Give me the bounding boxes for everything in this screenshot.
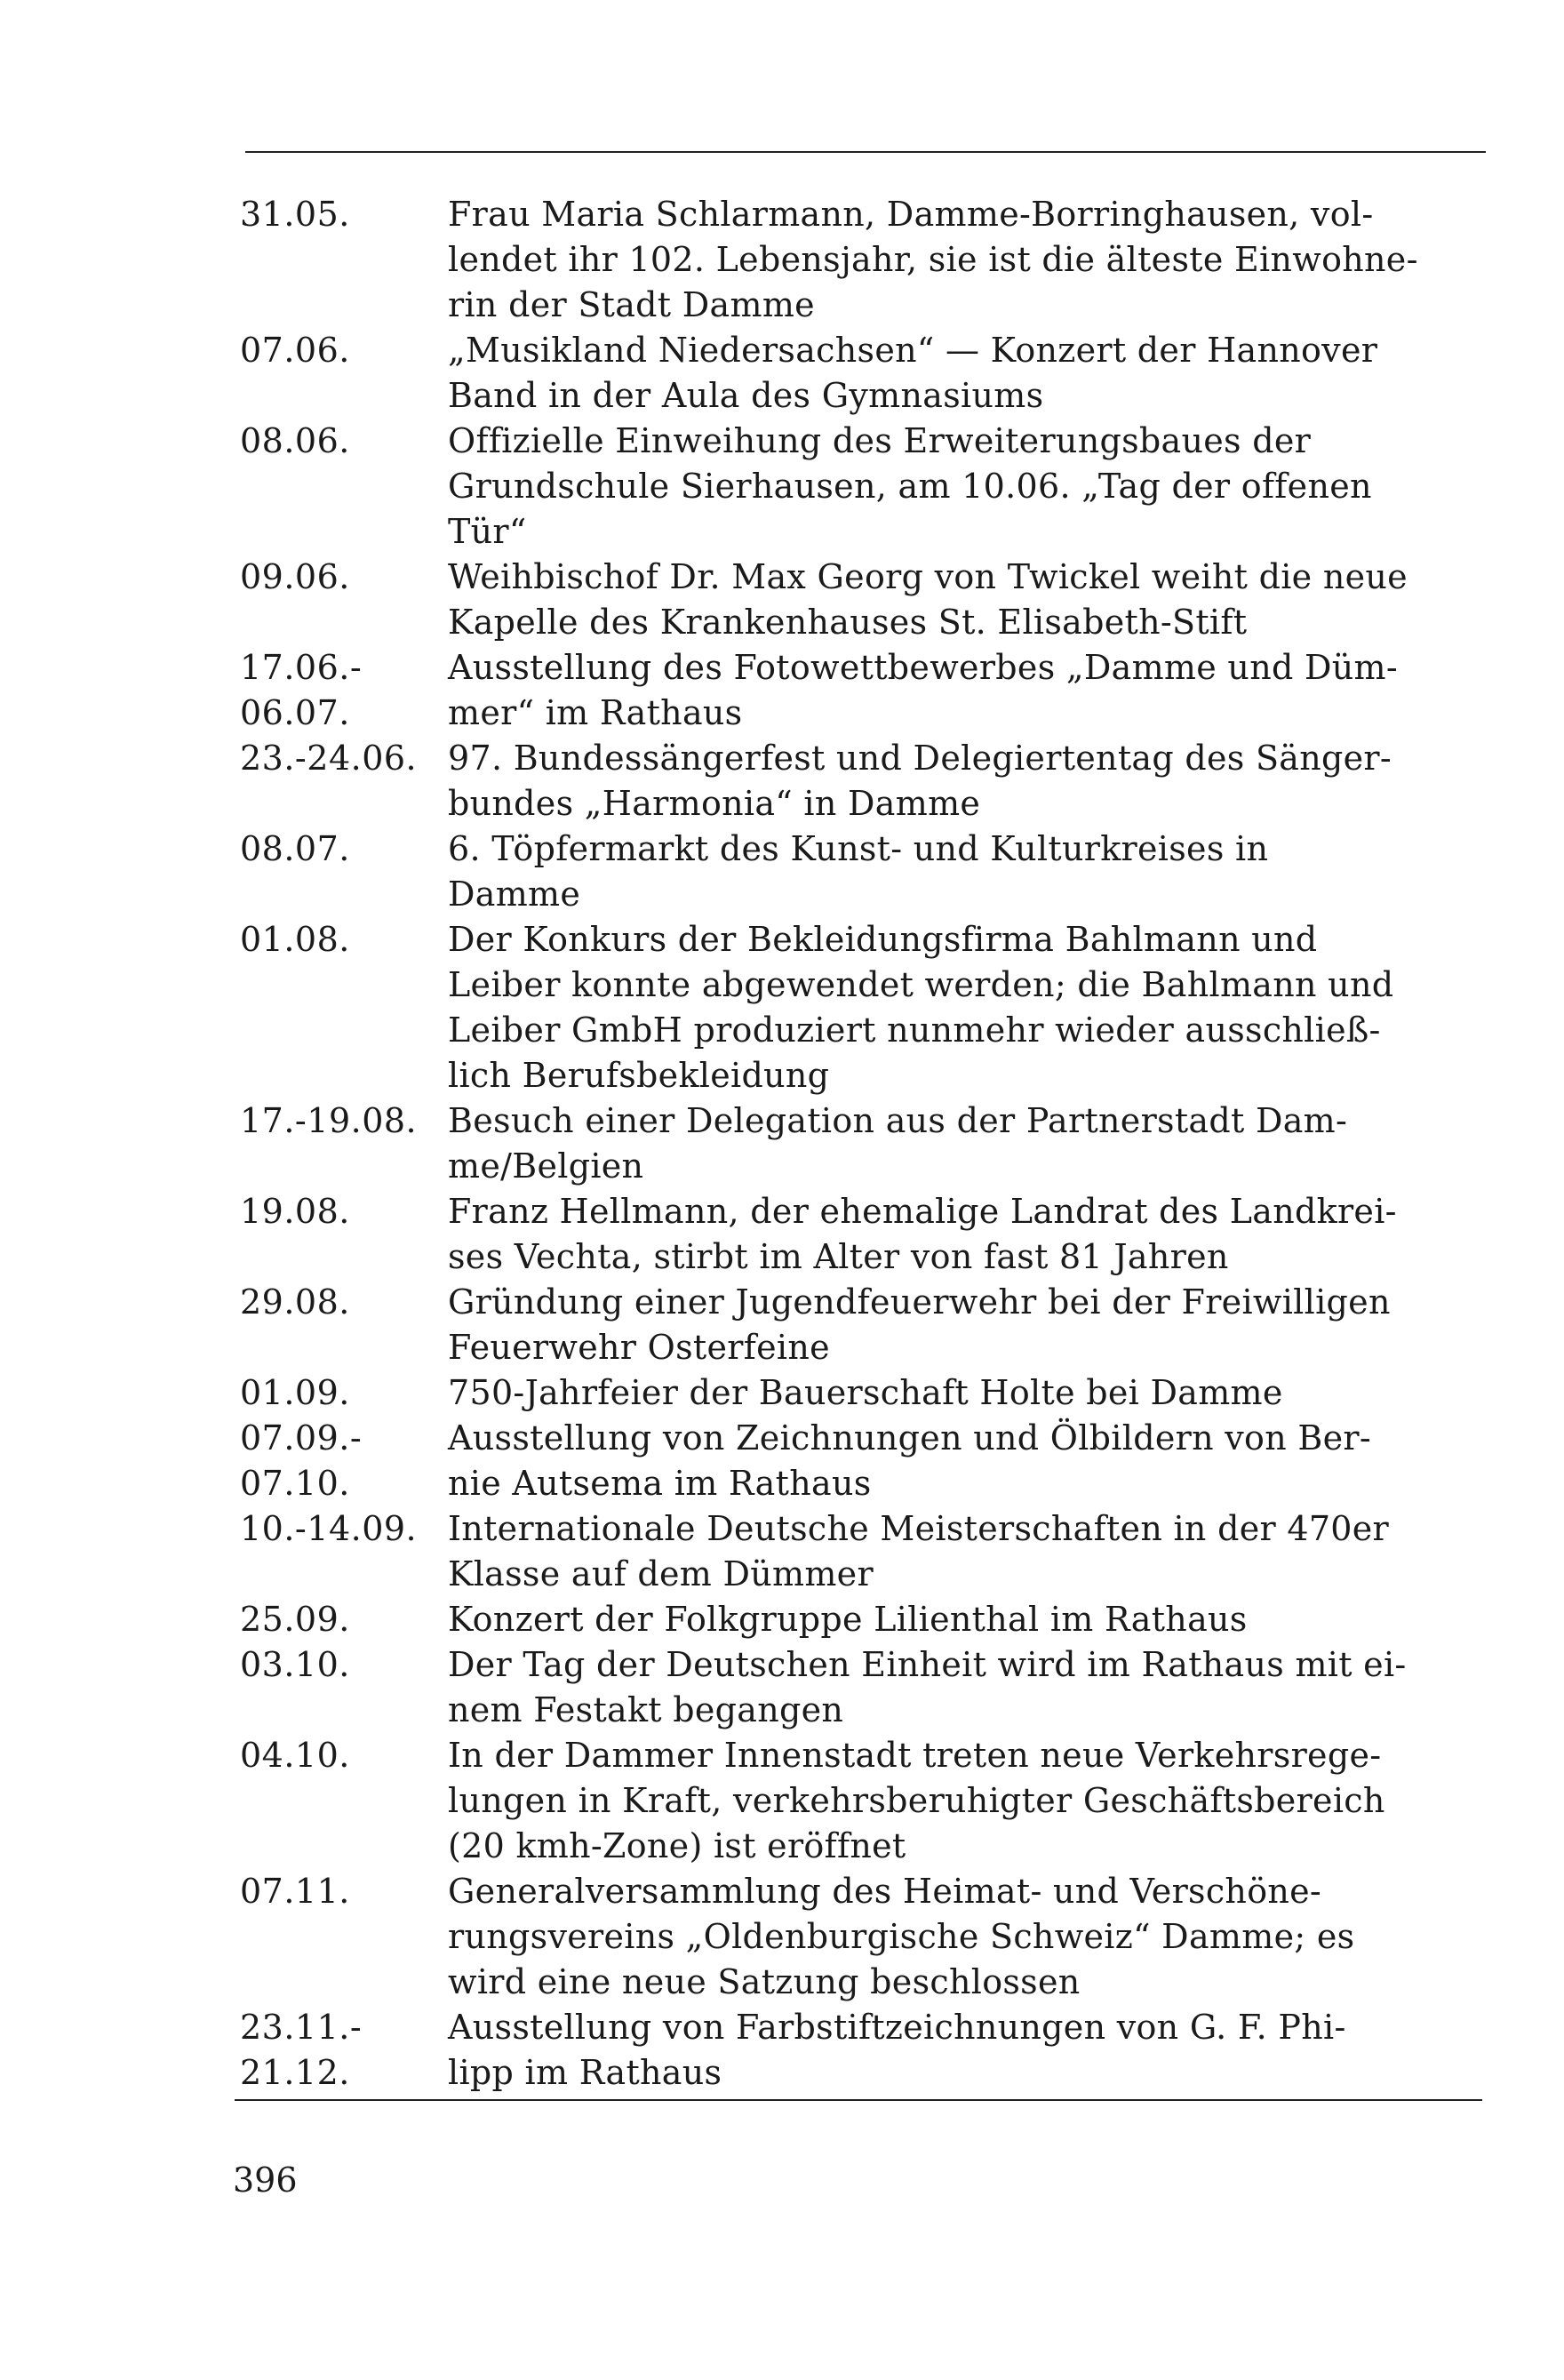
chronicle-entry bbox=[240, 1642, 1484, 1733]
chronicle-entry bbox=[240, 645, 1484, 736]
entry-text: Ausstellung von Farbstiftzeichnungen von G. F. Phi- lipp im Rathaus bbox=[448, 2008, 1346, 2092]
chronicle-entry bbox=[240, 555, 1484, 645]
entry-date: 07.06. bbox=[240, 331, 350, 370]
chronicle-entry bbox=[240, 827, 1484, 917]
chronicle-entry bbox=[240, 1189, 1484, 1280]
page-number: 396 bbox=[233, 2160, 298, 2200]
top-rule bbox=[245, 151, 1486, 153]
chronicle-entry bbox=[240, 1416, 1484, 1506]
chronicle-entry bbox=[240, 917, 1484, 1098]
entry-text: 97. Bundessängerfest und Delegiertentag des Sänger- bundes „Harmonia“ in Damme bbox=[448, 739, 1392, 823]
chronicle-entry bbox=[240, 1506, 1484, 1597]
chronicle-entry bbox=[240, 1597, 1484, 1642]
entry-text: Internationale Deutsche Meisterschaften in der 470er Klasse auf dem Dümmer bbox=[448, 1509, 1390, 1593]
entry-date: 01.09. bbox=[240, 1373, 350, 1412]
entry-text: In der Dammer Innenstadt treten neue Verkehrsrege- lungen in Kraft, verkehrsberuhigter Geschäftsbereich (20 kmh-Zone) ist eröffnet bbox=[448, 1736, 1385, 1865]
chronicle-entry bbox=[240, 1370, 1484, 1416]
entry-text: „Musikland Niedersachsen“ — Konzert der Hannover Band in der Aula des Gymnasiums bbox=[448, 331, 1378, 415]
chronicle-entry bbox=[240, 2005, 1484, 2096]
entry-date: 08.06. bbox=[240, 421, 350, 460]
entry-text: Der Konkurs der Bekleidungsfirma Bahlmann und Leiber konnte abgewendet werden; die Bahlmann und Leiber GmbH produziert nunmehr wieder ausschließ- lich Berufsbekleidung bbox=[448, 920, 1394, 1095]
entry-text: 750-Jahrfeier der Bauerschaft Holte bei Damme bbox=[448, 1373, 1283, 1412]
chronicle-entry bbox=[240, 1098, 1484, 1189]
chronicle-entry bbox=[240, 1733, 1484, 1869]
entry-date: 19.08. bbox=[240, 1192, 350, 1231]
entry-date: 03.10. bbox=[240, 1645, 350, 1684]
entry-date: 08.07. bbox=[240, 829, 350, 868]
entry-date: 07.11. bbox=[240, 1872, 350, 1911]
entry-date: 04.10. bbox=[240, 1736, 350, 1775]
entry-text: Ausstellung des Fotowettbewerbes „Damme und Düm- mer“ im Rathaus bbox=[448, 648, 1398, 732]
entry-date: 10.-14.09. bbox=[240, 1509, 418, 1548]
chronicle-entry bbox=[240, 328, 1484, 419]
chronicle-entry bbox=[240, 192, 1484, 328]
chronicle-entry bbox=[240, 1869, 1484, 2005]
entry-text: Offizielle Einweihung des Erweiterungsbaues der Grundschule Sierhausen, am 10.06. „Tag der offenen Tür“ bbox=[448, 421, 1372, 551]
chronicle-entry bbox=[240, 736, 1484, 827]
entry-date: 23.-24.06. bbox=[240, 739, 418, 778]
entry-date: 17.-19.08. bbox=[240, 1101, 418, 1140]
entry-text: Gründung einer Jugendfeuerwehr bei der Freiwilligen Feuerwehr Osterfeine bbox=[448, 1282, 1391, 1367]
entry-date: 31.05. bbox=[240, 195, 350, 234]
entry-date: 07.09.- 07.10. bbox=[240, 1418, 363, 1503]
entry-date: 29.08. bbox=[240, 1282, 350, 1322]
entry-text: Generalversammlung des Heimat- und Verschöne- rungsvereins „Oldenburgische Schweiz“ Damme; es wird eine neue Satzung beschlossen bbox=[448, 1872, 1355, 2001]
entry-text: 6. Töpfermarkt des Kunst- und Kulturkreises in Damme bbox=[448, 829, 1269, 914]
chronicle-entries bbox=[240, 192, 1484, 2096]
entry-text: Besuch einer Delegation aus der Partnerstadt Dam- me/Belgien bbox=[448, 1101, 1348, 1186]
entry-text: Weihbischof Dr. Max Georg von Twickel weiht die neue Kapelle des Krankenhauses St. Elisabeth-Stift bbox=[448, 557, 1408, 642]
entry-date: 09.06. bbox=[240, 557, 350, 596]
entry-text: Der Tag der Deutschen Einheit wird im Rathaus mit ei- nem Festakt begangen bbox=[448, 1645, 1407, 1729]
entry-text: Ausstellung von Zeichnungen und Ölbildern von Ber- nie Autsema im Rathaus bbox=[448, 1418, 1371, 1503]
entry-text: Frau Maria Schlarmann, Damme-Borringhausen, vol- lendet ihr 102. Lebensjahr, sie ist die älteste Einwohne- rin der Stadt Damme bbox=[448, 195, 1418, 324]
entry-date: 01.08. bbox=[240, 920, 350, 959]
entry-date: 17.06.- 06.07. bbox=[240, 648, 363, 732]
entry-text: Franz Hellmann, der ehemalige Landrat des Landkrei- ses Vechta, stirbt im Alter von fast 81 Jahren bbox=[448, 1192, 1397, 1276]
bottom-rule bbox=[235, 2099, 1482, 2101]
chronicle-entry bbox=[240, 1280, 1484, 1370]
entry-date: 25.09. bbox=[240, 1600, 350, 1639]
entry-date: 23.11.- 21.12. bbox=[240, 2008, 363, 2092]
entry-text: Konzert der Folkgruppe Lilienthal im Rathaus bbox=[448, 1600, 1248, 1639]
chronicle-entry bbox=[240, 419, 1484, 555]
